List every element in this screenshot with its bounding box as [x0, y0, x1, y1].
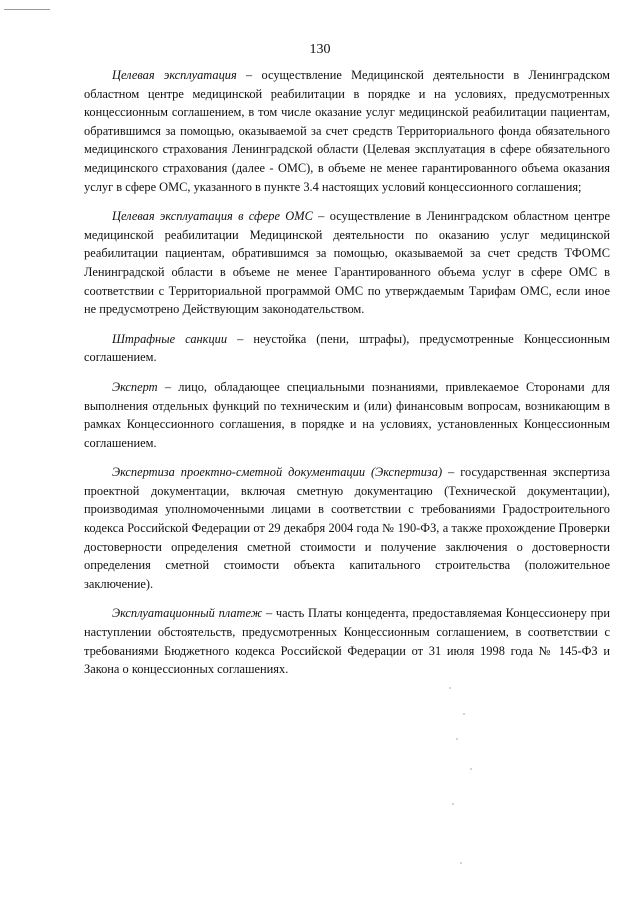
defined-term: Целевая эксплуатация в сфере ОМС — [112, 209, 313, 224]
page-number: 130 — [309, 42, 331, 57]
defined-term: Эксплуатационный платеж — [112, 606, 263, 621]
definition-paragraph — [84, 604, 610, 678]
definition-text: – лицо, обладающее специальными познаниями, привлекаемое Сторонами для выполнения отдельных функций по техническим и (или) финансовым вопросам, возникающим в рамках Концессионного соглашения, в порядке и на условиях, установленных Концессионным соглашением. — [84, 379, 610, 450]
scan-speck — [463, 713, 465, 715]
scan-speck — [460, 862, 462, 864]
scan-speck — [452, 803, 454, 805]
definition-text: – осуществление в Ленинградском областном центре медицинской реабилитации Медицинской деятельности по оказанию услуг медицинской реабилитации пациентам, обратившимся за помощью, оказываемой за счет средств ТФОМС Ленинградской области в объеме не менее Гарантированного объема услуг в сфере ОМС в соответствии с Территориальной программой ОМС по утверждаемым Тарифам ОМС, если иное не предусмотрено Действующим законодательством. — [84, 209, 610, 317]
document-body — [84, 66, 610, 690]
defined-term: Целевая эксплуатация — [112, 68, 237, 82]
scan-speck — [470, 768, 472, 770]
scan-speck — [456, 738, 458, 740]
definition-text: – государственная экспертиза проектной документации, включая сметную документацию (Технической документации), производимая уполномоченными лицами в соответствии с требованиями Градостроительного кодекса Российской Федерации от 29 декабря 2004 года № 190-ФЗ, а также прохождение Проверки достоверности определения сметной стоимости и получение заключения о достоверности определения сметной стоимости объекта капитального строительства (положительное заключение). — [84, 465, 610, 591]
definition-text: – неустойка (пени, штрафы), предусмотренные Концессионным соглашением. — [84, 331, 610, 365]
scan-artifact-line — [4, 9, 50, 10]
definition-paragraph — [84, 66, 610, 196]
definition-paragraph — [84, 330, 610, 367]
definition-paragraph — [84, 207, 610, 319]
scan-speck — [449, 687, 451, 689]
definition-text: – часть Платы концедента, предоставляемая Концессионеру при наступлении обстоятельств, предусмотренных Концессионным соглашением, в соответствии с требованиями Бюджетного кодекса Российской Федерации от 31 июля 1998 года № 145-ФЗ и Закона о концессионных соглашениях. — [84, 606, 610, 677]
defined-term: Эксперт — [112, 379, 158, 394]
definition-paragraph — [84, 378, 610, 452]
defined-term: Экспертиза проектно-сметной документации (Экспертиза) — [112, 465, 443, 480]
defined-term: Штрафные санкции — [112, 331, 228, 346]
definition-paragraph — [84, 463, 610, 593]
definition-text: – осуществление Медицинской деятельности в Ленинградском областном центре медицинской реабилитации в порядке и на условиях, предусмотренных концессионным соглашением, в том числе оказание услуг медицинской реабилитации пациентам, обратившимся за помощью, оказываемой за счет средств Территориального фонда обязательного медицинского страхования Ленинградской области (Целевая эксплуатация в сфере обязательного медицинского страхования (далее - ОМС), в объеме не менее гарантированного объема оказания услуг в сфере ОМС, указанного в пункте 3.4 настоящих условий концессионного соглашения; — [84, 68, 610, 194]
